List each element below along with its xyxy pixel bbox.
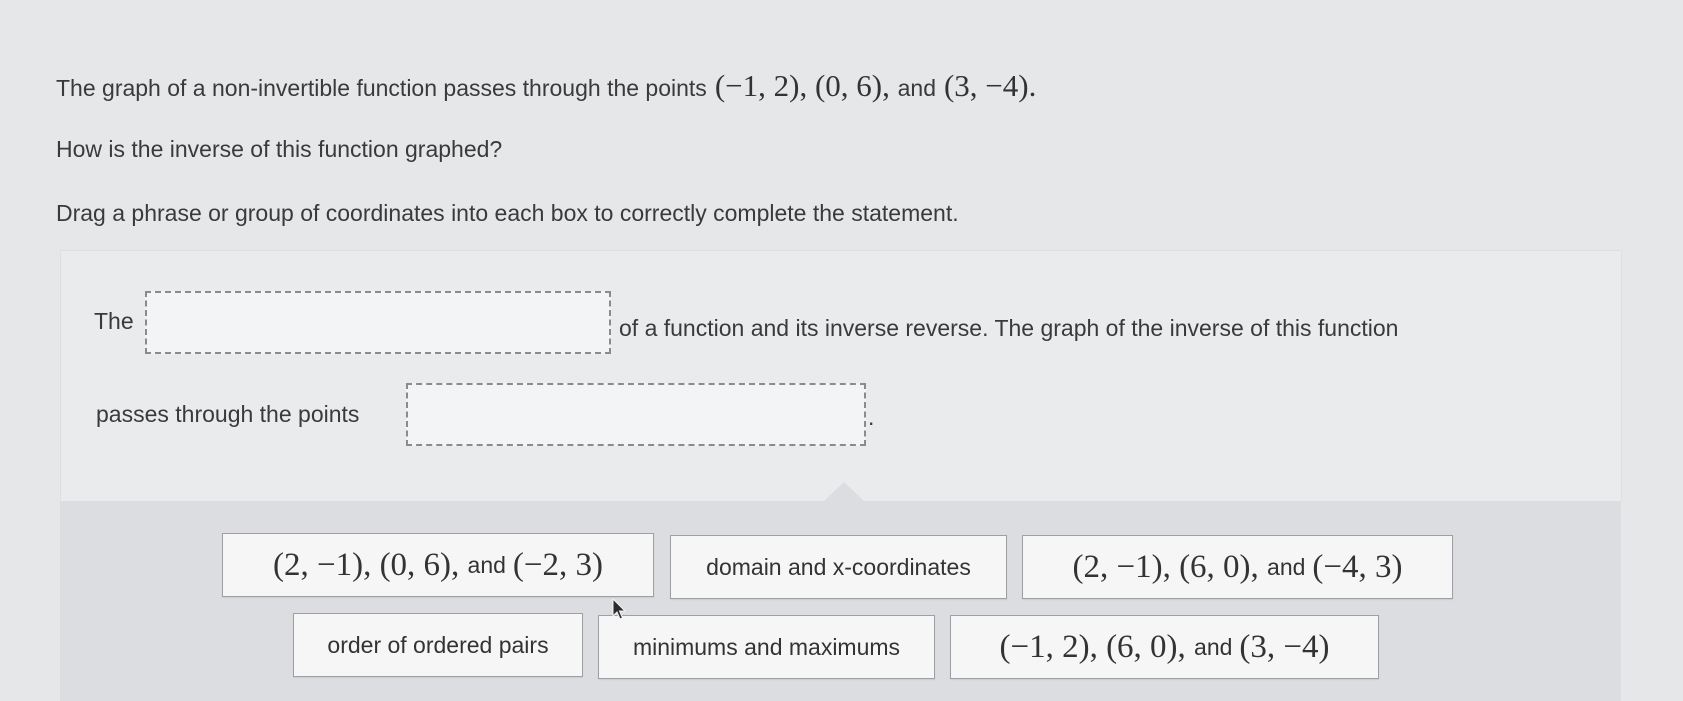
point-1: (−1, 2): [714, 68, 800, 103]
choice-points-2-1-6-0-neg4-3[interactable]: (2, −1) , (6, 0) , and (−4, 3): [1022, 535, 1453, 599]
question-intro: The graph of a non-invertible function passes through the points (−1, 2) , (0, 6) , and (3, −4).: [56, 68, 1037, 103]
statement-part-3: passes through the points: [96, 401, 360, 427]
instruction: Drag a phrase or group of coordinates into each box to correctly complete the statement.: [56, 200, 959, 226]
point-3: (3, −4).: [943, 68, 1037, 103]
statement-part-2: of a function and its inverse reverse. The graph of the inverse of this function: [619, 315, 1399, 341]
choice-points-2-1-0-6-neg2-3[interactable]: (2, −1) , (0, 6) , and (−2, 3): [222, 533, 654, 597]
choice-domain-and-x-coordinates[interactable]: domain and x-coordinates: [670, 535, 1007, 599]
point-2: (0, 6): [814, 68, 883, 103]
mouse-pointer-icon: [612, 598, 628, 622]
statement-part-4: .: [868, 404, 875, 430]
choice-order-of-ordered-pairs[interactable]: order of ordered pairs: [293, 613, 583, 677]
and-word: and: [897, 75, 936, 101]
question-prompt: How is the inverse of this function graphed?: [56, 136, 503, 162]
statement-panel: [60, 250, 1622, 502]
choice-points-neg1-2-6-0-3-neg4[interactable]: (−1, 2) , (6, 0) , and (3, −4): [950, 615, 1379, 679]
choice-minimums-and-maximums[interactable]: minimums and maximums: [598, 615, 935, 679]
drop-box-2[interactable]: [406, 383, 866, 446]
tray-notch: [824, 482, 864, 501]
statement-part-1: The: [94, 308, 134, 334]
drop-box-1[interactable]: [145, 291, 611, 354]
